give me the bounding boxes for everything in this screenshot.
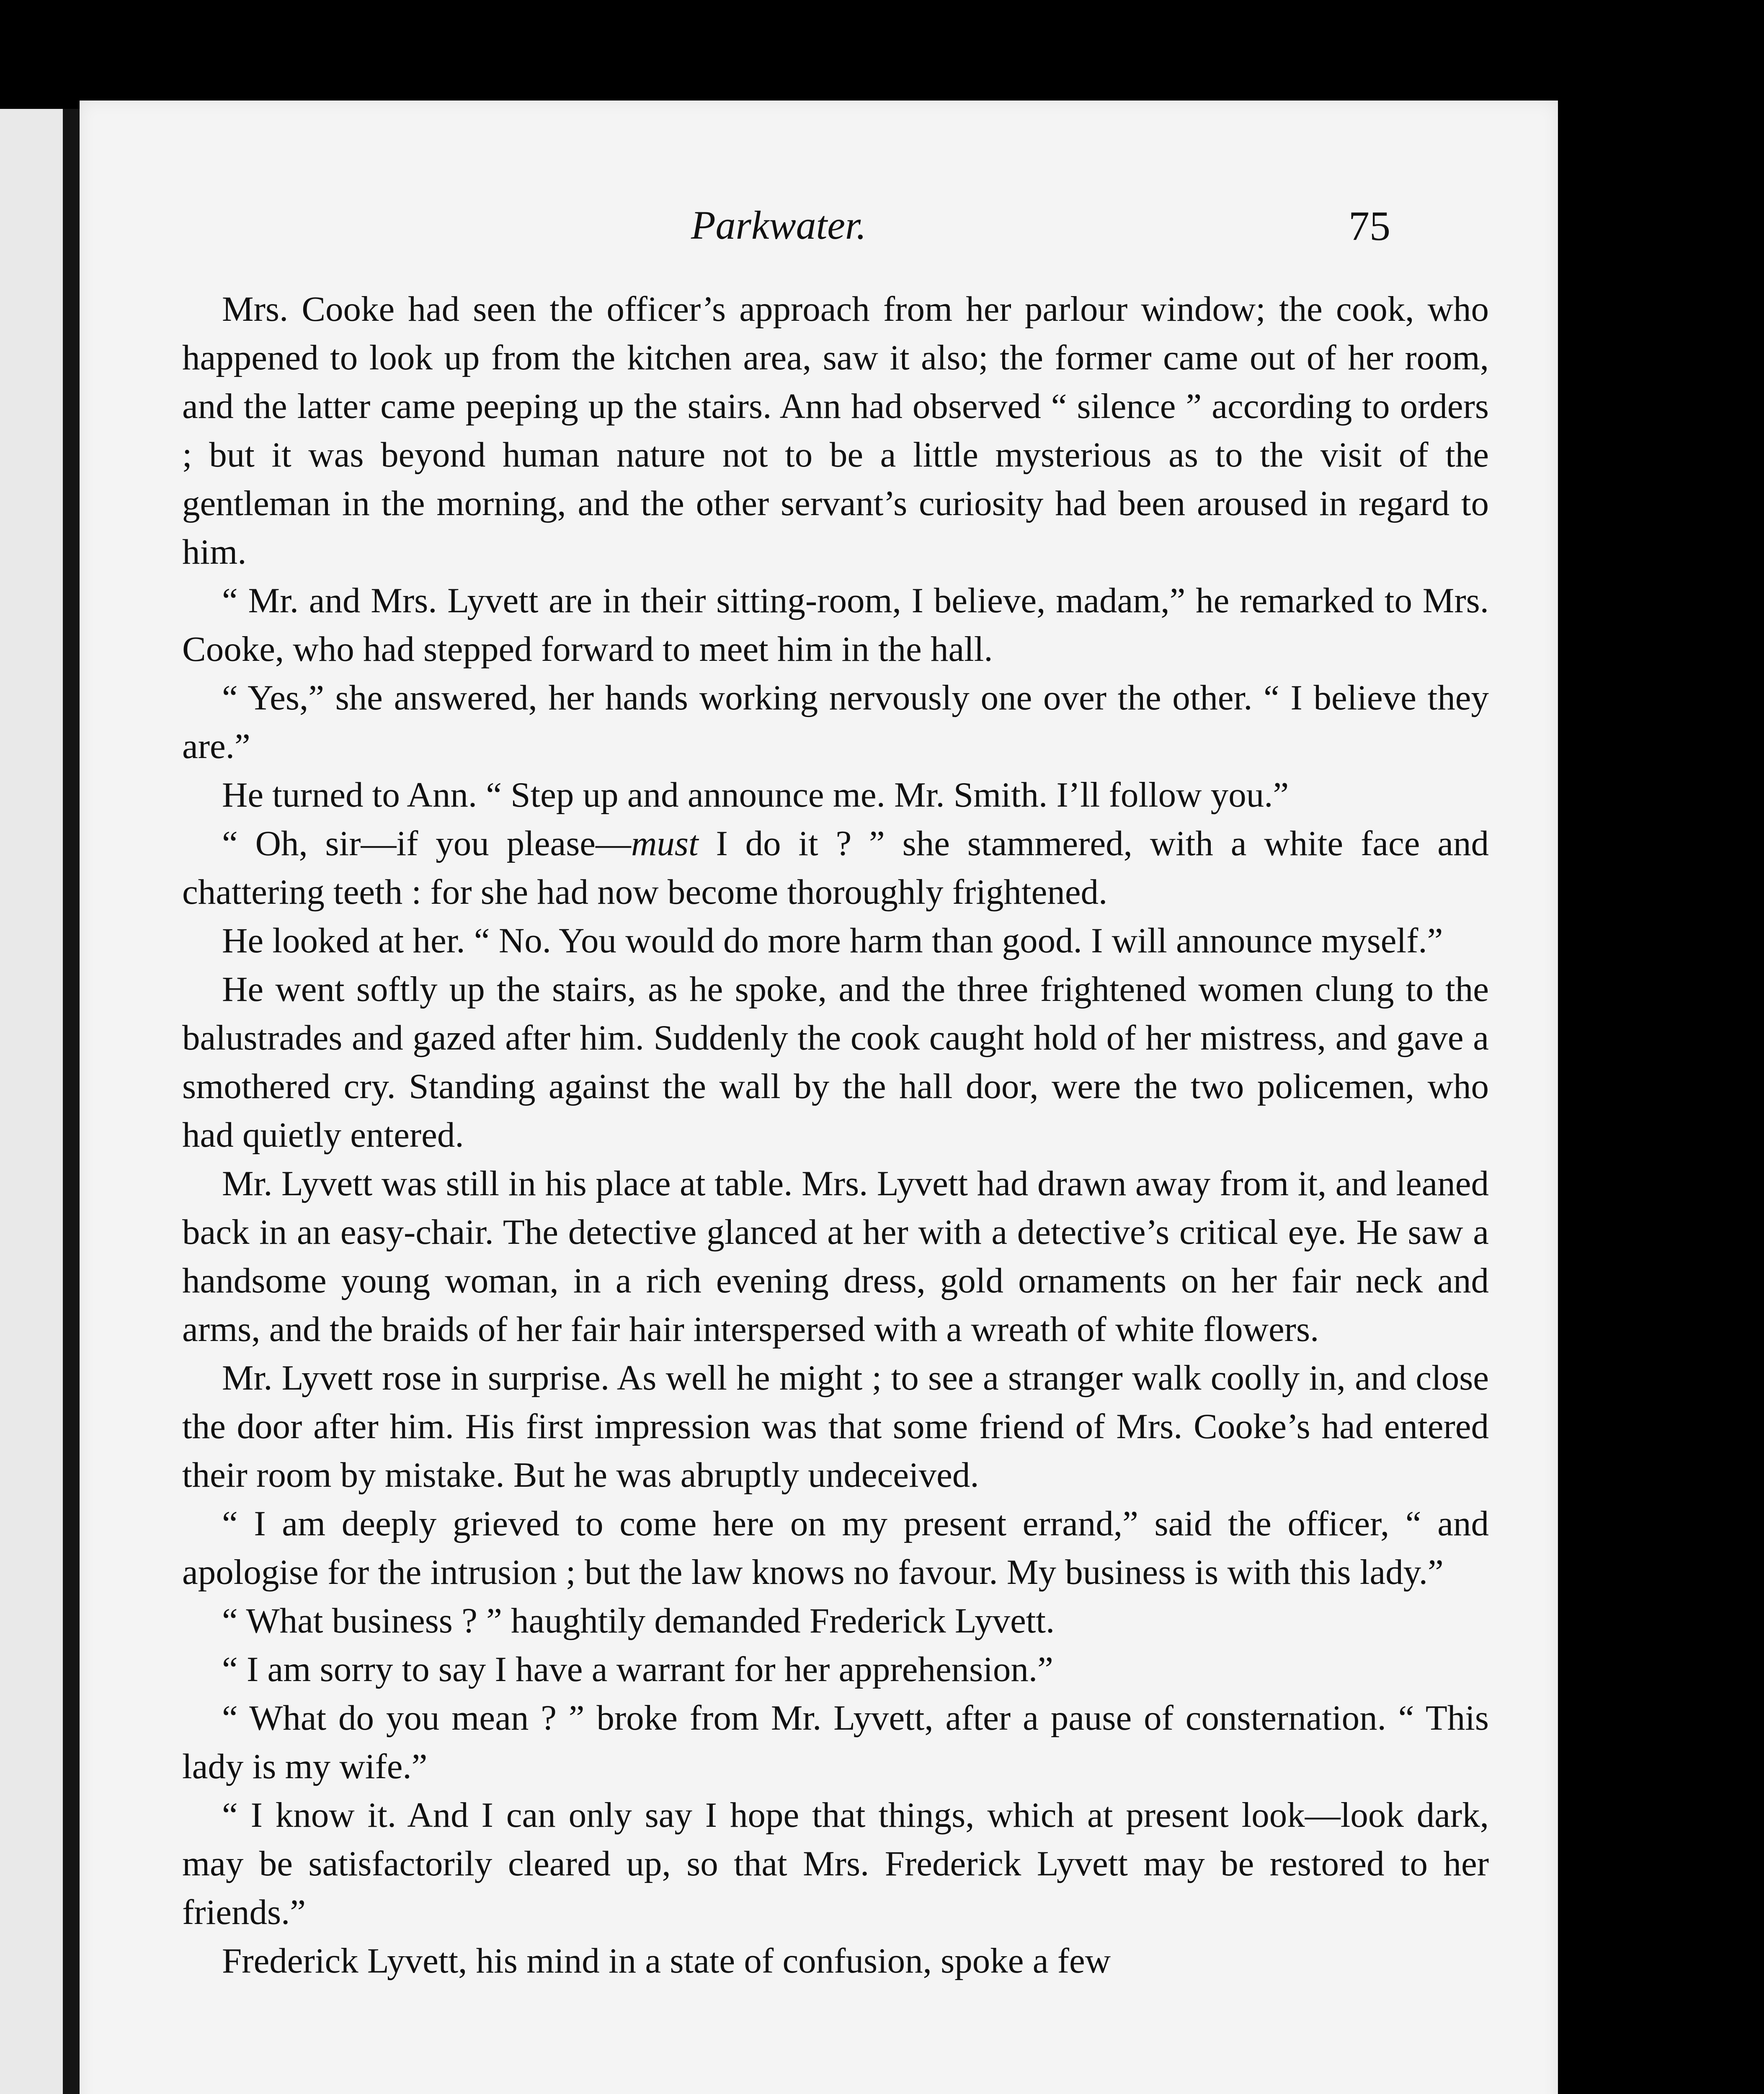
paragraph-text-before: “ Oh, sir—if you please— [222, 824, 632, 863]
facing-page-edge [0, 109, 63, 2094]
paragraph: He went softly up the stairs, as he spoke, and the three frightened women clung to the balustrades and gazed after him. Suddenly the cook caught hold of her mistress, and gave a smothered cry. Standing against the wall by the hall door, were the two policemen, who had quietly entered. [182, 970, 1489, 1155]
paragraph-with-emphasis [182, 819, 1489, 916]
paragraph: He turned to Ann. “ Step up and announce me. Mr. Smith. I’ll follow you.” [222, 775, 1289, 815]
book-page [80, 101, 1558, 2094]
paragraph: Mr. Lyvett was still in his place at table. Mrs. Lyvett had drawn away from it, and leaned back in an easy-chair. The detective glanced at her with a detective’s critical eye. He saw a handsome young woman, in a rich evening dress, gold ornaments on her fair neck and arms, and the braids of her fair hair interspersed with a wreath of white flowers. [182, 1164, 1489, 1349]
paragraph: “ I know it. And I can only say I hope that things, which at present look—look dark, may be satisfactorily cleared up, so that Mrs. Frederick Lyvett may be restored to her friends.” [182, 1795, 1489, 1932]
book-spine-shadow [63, 109, 80, 2094]
paragraph: Mr. Lyvett rose in surprise. As well he might ; to see a stranger walk coolly in, and close the door after him. His first impression was that some friend of Mrs. Cooke’s had entered their room by mistake. But he was abruptly undeceived. [182, 1358, 1489, 1495]
emphasized-word: must [631, 824, 699, 863]
page-header [80, 205, 1558, 272]
paragraph: “ What do you mean ? ” broke from Mr. Lyvett, after a pause of consternation. “ This lady is my wife.” [182, 1698, 1489, 1786]
page-number: 75 [1349, 203, 1390, 249]
paragraph: “ Yes,” she answered, her hands working nervously one over the other. “ I believe they are.” [182, 678, 1489, 766]
body-text [182, 285, 1489, 1985]
paragraph: Frederick Lyvett, his mind in a state of confusion, spoke a few [222, 1941, 1111, 1981]
paragraph: “ I am deeply grieved to come here on my present errand,” said the officer, “ and apologise for the intrusion ; but the law knows no favour. My business is with this lady.” [182, 1504, 1489, 1592]
paragraph: He looked at her. “ No. You would do more harm than good. I will announce myself.” [222, 921, 1443, 960]
paragraph: “ Mr. and Mrs. Lyvett are in their sitting-room, I believe, madam,” he remarked to Mrs. Cooke, who had stepped forward to meet him in the hall. [182, 581, 1489, 669]
paragraph-text-after: I do it ? ” she stammered, with a white face and chattering teeth : for she had now become thoroughly frightened. [182, 824, 1489, 912]
paragraph: “ What business ? ” haughtily demanded Frederick Lyvett. [222, 1601, 1055, 1640]
running-title: Parkwater. [691, 203, 867, 248]
paragraph: Mrs. Cooke had seen the officer’s approach from her parlour window; the cook, who happened to look up from the kitchen area, saw it also; the former came out of her room, and the latter came peeping up the stairs. Ann had observed “ silence ” according to orders ; but it was beyond human nature not to be a little mysterious as to the visit of the gentleman in the morning, and the other servant’s curiosity had been aroused in regard to him. [182, 289, 1489, 572]
paragraph: “ I am sorry to say I have a warrant for her apprehension.” [222, 1650, 1053, 1689]
